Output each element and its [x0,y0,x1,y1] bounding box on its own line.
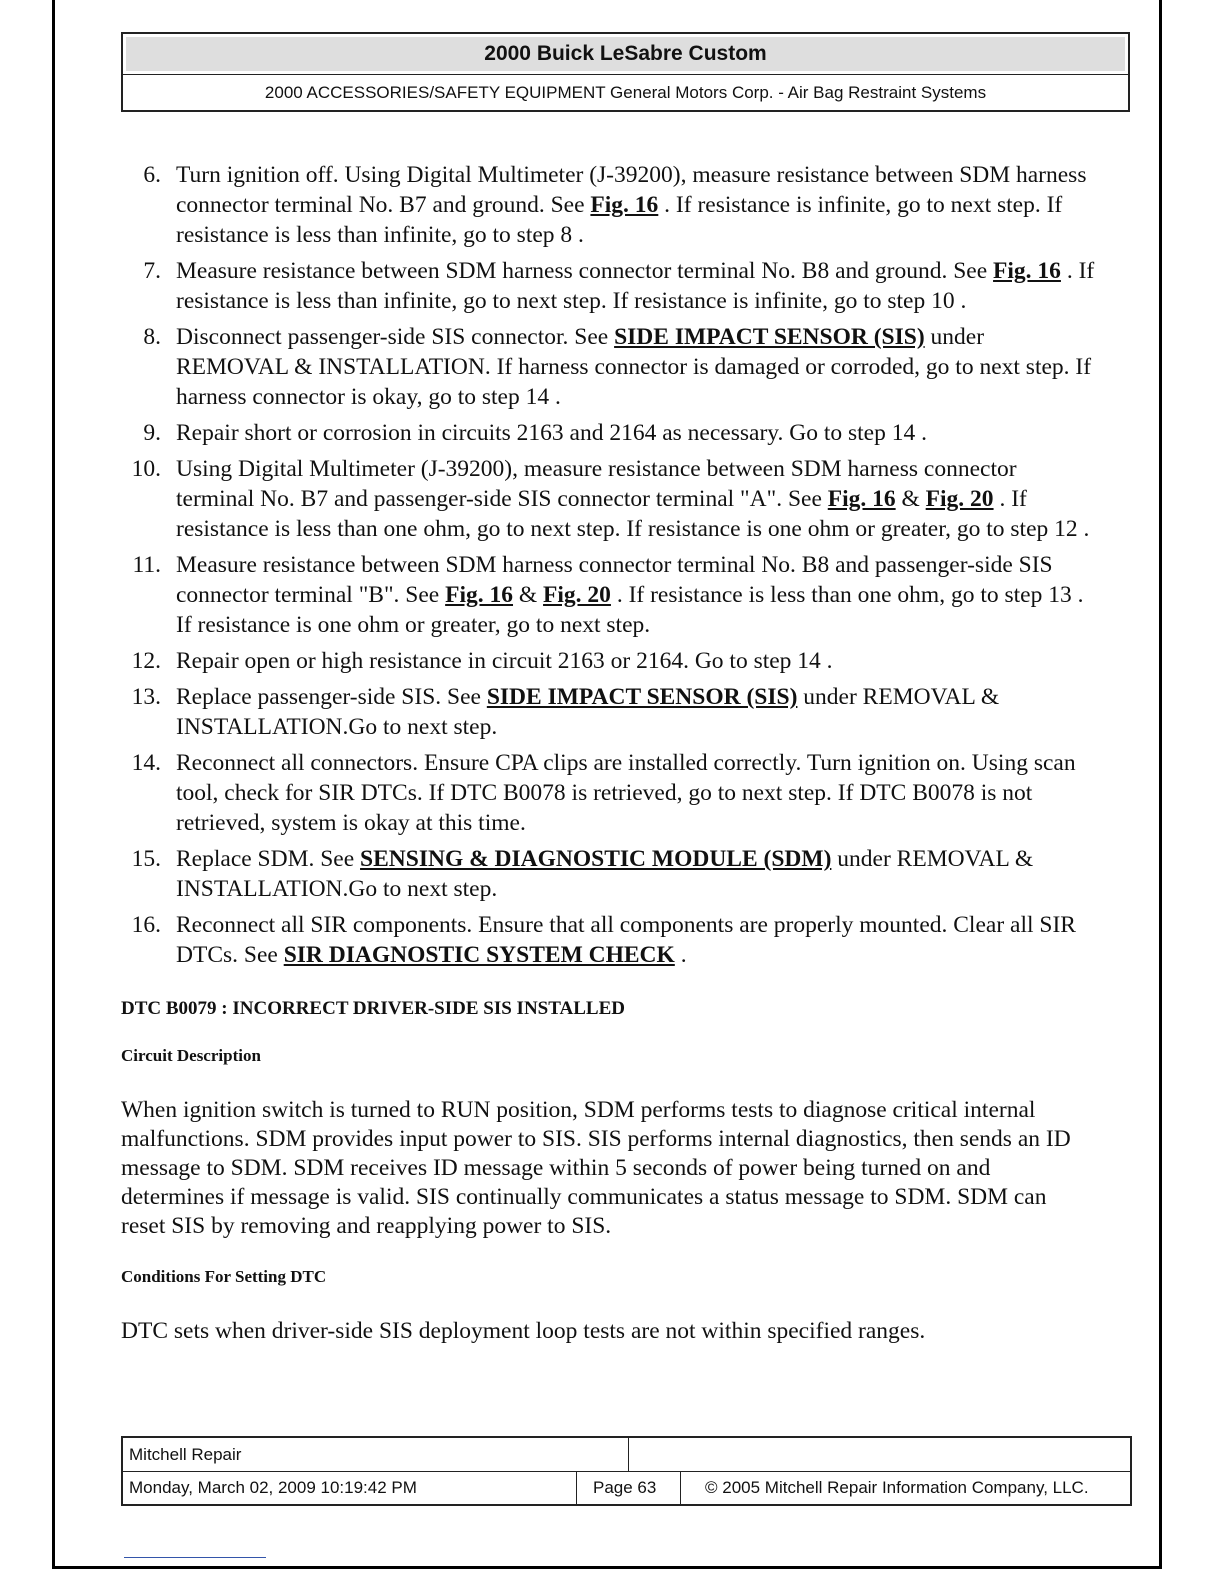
step-item [121,748,1096,838]
step-item [121,160,1096,250]
step-text: Replace passenger-side SIS. See [176,684,487,710]
step-text: Replace SDM. See [176,846,361,872]
step-number: 6. [143,162,161,188]
step-text: under REMOVAL & INSTALLATION.Go to next step. [176,684,1000,740]
step-number: 7. [143,258,161,284]
footer-copyright: © 2005 Mitchell Repair Information Company, LLC. [705,1478,1089,1497]
step-text: Repair open or high resistance in circuit 2163 or 2164. Go to step 14 . [176,648,833,674]
footer-blank [629,1438,1130,1471]
step-text: Reconnect all connectors. Ensure CPA clips are installed correctly. Turn ignition on. Using scan tool, check for SIR DTCs. If DTC B0078 is retrieved, go to next step. If DTC B0078 is not retrieved, system is okay at this time. [176,750,1076,836]
step-text: . If resistance is less than one ohm, go to next step. If resistance is one ohm or greater, go to step 12 . [176,486,1090,542]
step-text: & [895,486,926,512]
reference-link[interactable]: Fig. 16 [827,486,896,512]
header-title: 2000 Buick LeSabre Custom [126,37,1125,71]
step-item [121,682,1096,742]
step-text: . [674,942,687,968]
step-number: 16. [131,912,161,938]
reference-link[interactable]: SIDE IMPACT SENSOR (SIS) [614,324,925,350]
reference-link[interactable]: Fig. 16 [445,582,514,608]
reference-link[interactable]: Fig. 16 [993,258,1061,284]
conditions-heading: Conditions For Setting DTC [121,1267,327,1286]
step-text: Measure resistance between SDM harness connector terminal No. B8 and ground. See [176,258,994,284]
step-item [121,322,1096,412]
circuit-description-text: When ignition switch is turned to RUN position, SDM performs tests to diagnose critical internal malfunctions. SDM provides input power to SIS. SIS performs internal diagnostics, then sends an ID message to SDM. SDM receives ID message within 5 seconds of power being turned on and determines if message is valid. SIS continually communicates a status message to SDM. SDM can reset SIS by removing and reapplying power to SIS. [121,1097,1071,1239]
step-item [121,454,1096,544]
step-number: 13. [131,684,161,710]
step-item [121,646,1096,676]
step-number: 10. [131,456,161,482]
content [121,160,1096,1346]
step-item [121,910,1096,970]
step-item [121,418,1096,448]
footer-date: Monday, March 02, 2009 10:19:42 PM [123,1472,577,1504]
bottom-rule [124,1557,266,1558]
step-text: . If resistance is infinite, go to next step. If resistance is less than infinite, go to step 8 . [176,192,1063,248]
step-number: 15. [131,846,161,872]
section-title: DTC B0079 : INCORRECT DRIVER-SIDE SIS INSTALLED [121,998,625,1019]
step-text: Measure resistance between SDM harness connector terminal No. B8 and passenger-side SIS connector terminal "B". See [176,552,1053,608]
reference-link[interactable]: Fig. 16 [590,192,659,218]
step-item [121,256,1096,316]
document-header [121,32,1130,112]
step-number: 11. [132,552,161,578]
reference-link[interactable]: Fig. 20 [543,582,611,608]
step-number: 8. [143,324,161,350]
step-text: Disconnect passenger-side SIS connector. See [176,324,615,350]
step-text: under REMOVAL & INSTALLATION.Go to next step. [176,846,1034,902]
step-item [121,550,1096,640]
step-text: Using Digital Multimeter (J-39200), measure resistance between SDM harness connector terminal No. B7 and passenger-side SIS connector terminal "A". See [176,456,1017,512]
step-text: . If resistance is less than infinite, go to next step. If resistance is infinite, go to step 10 . [176,258,1095,314]
step-text: Turn ignition off. Using Digital Multimeter (J-39200), measure resistance between SDM harness connector terminal No. B7 and ground. See [176,162,1087,218]
header-subtitle: 2000 ACCESSORIES/SAFETY EQUIPMENT General Motors Corp. - Air Bag Restraint Systems [123,74,1128,111]
step-number: 14. [131,750,161,776]
step-text: Repair short or corrosion in circuits 2163 and 2164 as necessary. Go to step 14 . [176,420,927,446]
conditions-text: DTC sets when driver-side SIS deployment loop tests are not within specified ranges. [121,1318,926,1344]
circuit-description-heading: Circuit Description [121,1046,261,1065]
reference-link[interactable]: Fig. 20 [925,486,994,512]
reference-link[interactable]: SENSING & DIAGNOSTIC MODULE (SDM) [360,846,832,872]
step-item [121,844,1096,904]
step-text: & [513,582,544,608]
step-number: 9. [143,420,161,446]
step-text: Reconnect all SIR components. Ensure that all components are properly mounted. Clear all SIR DTCs. See [176,912,1076,968]
step-text: under REMOVAL & INSTALLATION. If harness connector is damaged or corroded, go to next step. If harness connector is okay, go to step 14 . [176,324,1092,410]
reference-link[interactable]: SIDE IMPACT SENSOR (SIS) [486,684,798,710]
reference-link[interactable]: SIR DIAGNOSTIC SYSTEM CHECK [283,942,675,968]
footer-page: Page 63 [577,1472,681,1504]
document-footer [121,1436,1132,1506]
footer-source: Mitchell Repair [123,1438,629,1471]
step-text: . If resistance is less than one ohm, go to step 13 . If resistance is one ohm or greater, go to next step. [176,582,1084,638]
procedure-steps [121,160,1096,970]
step-number: 12. [131,648,161,674]
